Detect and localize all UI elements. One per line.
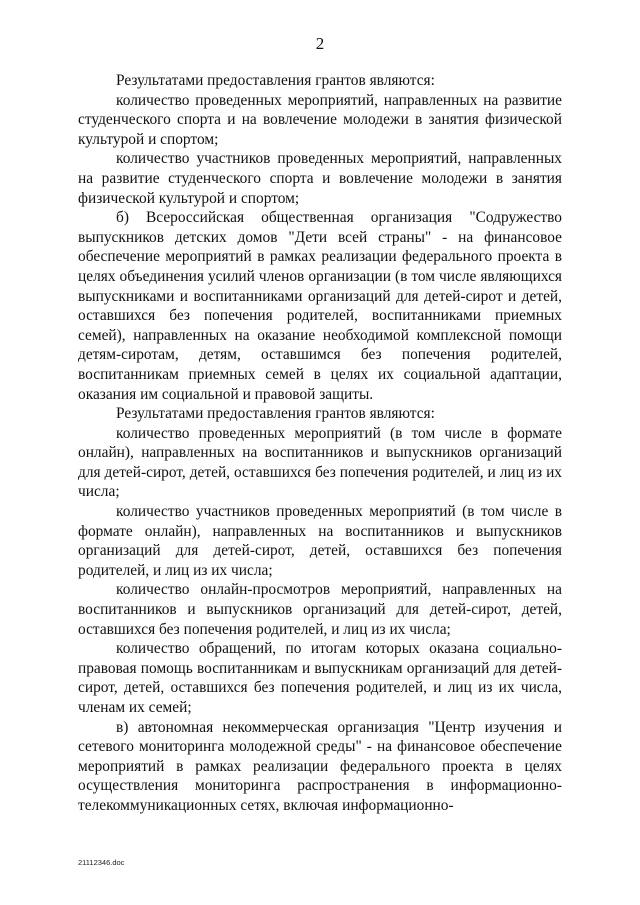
paragraph-events-count-sport: количество проведенных мероприятий, направленных на развитие студенческого спорта и на вовлечение молодежи в занятия физической культурой и спортом; (78, 91, 562, 148)
paragraph-participants-count-orphans: количество участников проведенных мероприятий (в том числе в формате онлайн), направленных на воспитанников и выпускников организаций для детей-сирот, детей, оставшихся без попечения родителей, и лиц из их числа; (78, 503, 562, 579)
paragraph-results-heading-1: Результатами предоставления грантов являются: (116, 72, 435, 89)
paragraph-results-heading-2: Результатами предоставления грантов являются: (116, 405, 435, 423)
paragraph-item-v: в) автономная некоммерческая организация "Центр изучения и сетевого мониторинга молодежной среды" - на финансовое обеспечение мероприятий в рамках реализации федерального проекта в целях осуществления мониторинга распространения в информационно-телекоммуникационных сетях, включая информационно- (78, 718, 562, 814)
document-body (78, 71, 562, 816)
paragraph-appeals-count: количество обращений, по итогам которых оказана социально-правовая помощь воспитанникам и выпускникам организаций для детей-сирот, детей, оставшихся без попечения родителей, и лиц из их числа, членам их семей; (78, 640, 562, 716)
paragraph-events-count-orphans: количество проведенных мероприятий (в том числе в формате онлайн), направленных на воспитанников и выпускников организаций для детей-сирот, детей, оставшихся без попечения родителей, и лиц из их числа; (78, 424, 562, 501)
paragraph-participants-count-sport: количество участников проведенных мероприятий, направленных на развитие студенческого спорта и вовлечение молодежи в занятия физической культурой и спортом; (78, 150, 562, 207)
document-file-code: 21112346.doc (78, 858, 125, 867)
paragraph-item-b: б) Всероссийская общественная организация "Содружество выпускников детских домов "Дети всей страны" - на финансовое обеспечение мероприятий в рамках реализации федерального проекта в целях объединения усилий членов организации (в том числе являющихся выпускниками и воспитанниками организаций для детей-сирот и детей, оставшихся без попечения родителей, воспитанниками приемных семей), направленных на оказание необходимой комплексной помощи детям-сиротам, детям, оставшимся без попечения родителей, воспитанникам приемных семей в целях их социальной адаптации, оказания им социальной и правовой защиты. (78, 209, 562, 403)
page-number: 2 (315, 34, 325, 53)
paragraph-online-views-count: количество онлайн-просмотров мероприятий, направленных на воспитанников и выпускников организаций для детей-сирот, детей, оставшихся без попечения родителей, и лиц из их числа; (78, 581, 562, 638)
